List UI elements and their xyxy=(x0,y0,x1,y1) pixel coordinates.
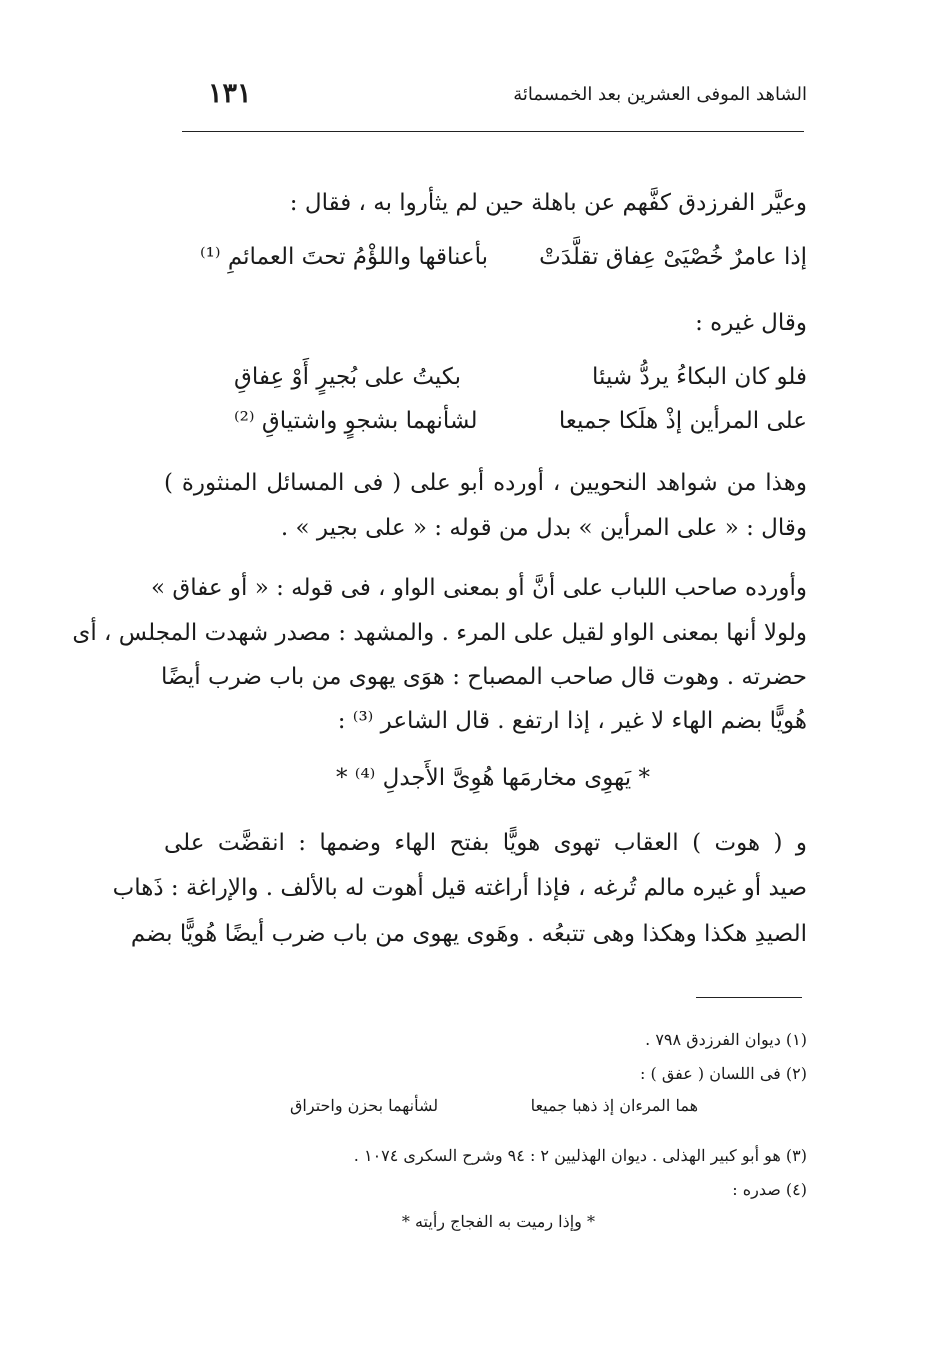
header-rule xyxy=(182,131,804,132)
verse-hemistich-2: لشأنهما بشجوٍ واشتياقِ ⁽²⁾ xyxy=(234,408,478,434)
verse-hemistich-2: بكيتُ على بُجيرٍ أَوْ عِفاقِ xyxy=(234,364,461,390)
footnote-rule xyxy=(696,997,802,998)
text-line: وقال غيره : xyxy=(695,310,807,336)
quoted-hemistich: * يَهوِى مخارمَها هُوِىَّ الأَجدلِ ⁽⁴⁾ * xyxy=(335,765,650,791)
footnote-verse-hemistich-2: لشأنهما بحزن واحتراق xyxy=(290,1096,439,1115)
text-line: وعيَّر الفرزدق كفَّهم عن باهلة حين لم يثأروا به ، فقال : xyxy=(289,190,807,216)
text-line: وأورده صاحب اللباب على أنَّ أو بمعنى الواو ، فى قوله : « أو عفاق » xyxy=(151,575,807,601)
footnote-quoted-hemistich: * وإذا رميت به الفجاج رأيته * xyxy=(401,1212,595,1231)
text-line: وهذا من شواهد النحويين ، أورده أبو على ( فى المسائل المنثورة ) xyxy=(164,470,807,496)
text-line: هُويًّا بضم الهاء لا غير ، إذا ارتفع . قال الشاعر ⁽³⁾ : xyxy=(337,708,807,734)
verse-hemistich-1: على المرأين إذْ هلَكا جميعا xyxy=(558,408,807,434)
footnote-1: (١) ديوان الفرزدق ٧٩٨ . xyxy=(645,1030,807,1049)
text-line: حضرته . وهوت قال صاحب المصباح : هوَى يهوى من باب ضرب أيضًا xyxy=(160,664,807,690)
footnote-2: (٢) فى اللسان ( عفق ) : xyxy=(640,1064,807,1083)
verse-hemistich-1: فلو كان البكاءُ يردُّ شيئا xyxy=(592,364,807,390)
text-line: الصيدِ هكذا وهكذا وهى تتبعُه . وهَوى يهوى من باب ضرب أيضًا هُويًّا بضم xyxy=(130,921,807,947)
footnote-verse-hemistich-1: هما المرءان إذ ذهبا جميعا xyxy=(530,1096,698,1115)
footnote-4: (٤) صدره : xyxy=(732,1180,807,1199)
footnote-3: (٣) هو أبو كبير الهذلى . ديوان الهذليين ٢ : ٩٤ وشرح السكرى ١٠٧٤ . xyxy=(353,1146,807,1165)
verse-hemistich-2: بأعناقها واللؤْمُ تحتَ العمائمِ ⁽¹⁾ xyxy=(200,244,489,270)
text-line: صيد أو غيره مالم تُرغه ، فإذا أراغته قيل أهوت له بالألف . والإراغة : ذَهاب xyxy=(112,875,807,901)
page-number: ١٣١ xyxy=(208,78,252,109)
verse-hemistich-1: إذا عامرٌ خُصْيَىْ عِفاق تقلَّدَتْ xyxy=(539,244,807,270)
text-line: وقال : « على المرأين » بدل من قوله : « على بجير » . xyxy=(280,515,807,541)
running-header-title: الشاهد الموفى العشرين بعد الخمسمائة xyxy=(513,84,807,105)
text-line: و ( هوت ) العقاب تهوى هويًّا بفتح الهاء وضمها : انقضَّت على xyxy=(164,830,807,856)
text-line: ولولا أنها بمعنى الواو لقيل على المرء . والمشهد : مصدر شهدت المجلس ، أى xyxy=(72,620,807,646)
